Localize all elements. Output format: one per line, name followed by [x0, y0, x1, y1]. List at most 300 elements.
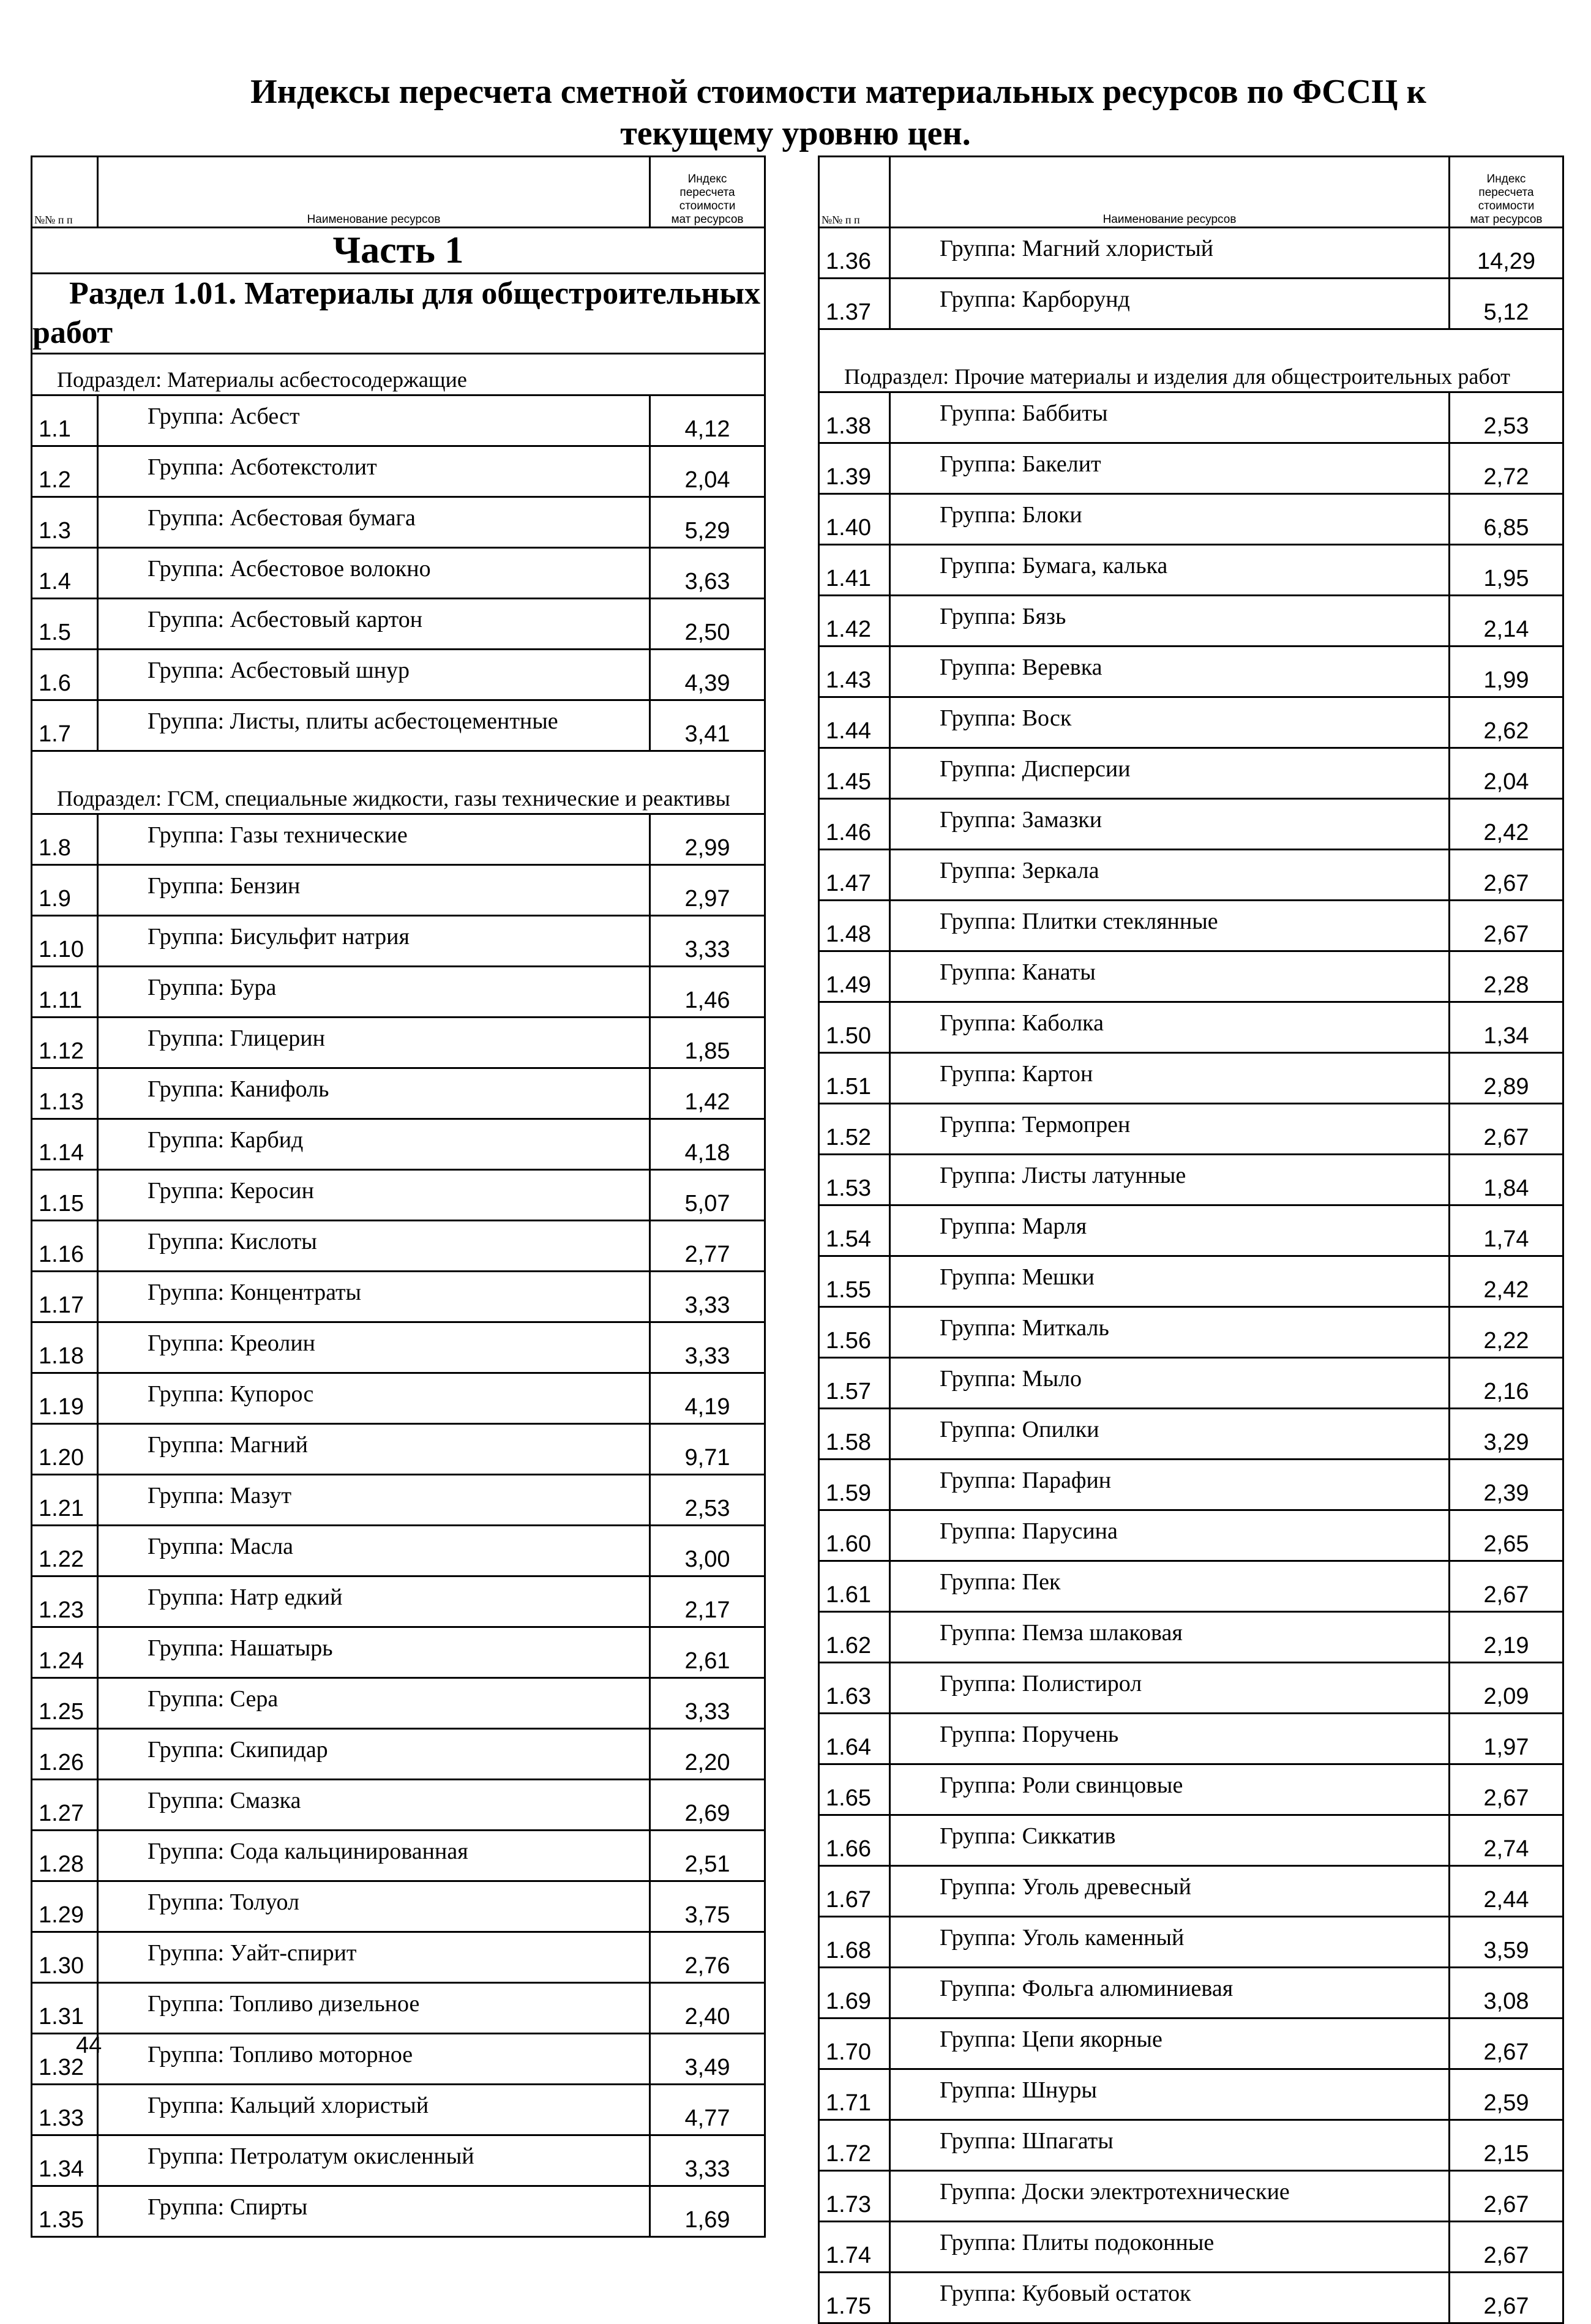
resource-name: Группа: Кислоты — [98, 1221, 650, 1272]
resource-name: Группа: Бязь — [890, 596, 1450, 647]
resource-name: Группа: Асботекстолит — [98, 446, 650, 497]
row-number: 1.21 — [32, 1475, 98, 1526]
resource-name: Группа: Веревка — [890, 647, 1450, 697]
resource-name: Группа: Картон — [890, 1053, 1450, 1104]
row-number: 1.13 — [32, 1068, 98, 1119]
table-row — [819, 1358, 1563, 1409]
resource-name: Группа: Полистирол — [890, 1663, 1450, 1714]
index-value: 2,97 — [650, 865, 765, 916]
resource-name: Группа: Парусина — [890, 1510, 1450, 1561]
row-number: 1.40 — [819, 494, 890, 545]
resource-name: Группа: Канаты — [890, 951, 1450, 1002]
table-row — [32, 1424, 765, 1475]
index-value: 2,69 — [650, 1780, 765, 1831]
resource-name: Группа: Бура — [98, 967, 650, 1018]
table-row — [32, 548, 765, 599]
page-title-line2: текущему уровню цен. — [620, 114, 971, 152]
index-value: 5,12 — [1450, 279, 1563, 329]
row-number: 1.17 — [32, 1272, 98, 1322]
table-row — [819, 2171, 1563, 2222]
resource-name: Группа: Асбестовый картон — [98, 599, 650, 650]
index-value: 2,61 — [650, 1627, 765, 1678]
resource-name: Группа: Шнуры — [890, 2069, 1450, 2120]
table-row — [819, 1155, 1563, 1205]
index-value: 3,41 — [650, 700, 765, 751]
column-header-num: №№ п п — [819, 157, 890, 228]
table-row — [32, 1983, 765, 2034]
resource-name: Группа: Толуол — [98, 1881, 650, 1932]
page-number: 44 — [76, 2033, 102, 2058]
table-row — [32, 916, 765, 967]
index-value: 1,42 — [650, 1068, 765, 1119]
table-row — [819, 2273, 1563, 2323]
table-row — [819, 1866, 1563, 1917]
table-row — [32, 1373, 765, 1424]
subsection-row — [32, 751, 765, 814]
column-header-name: Наименование ресурсов — [890, 157, 1450, 228]
index-value: 2,67 — [1450, 1104, 1563, 1155]
row-number: 1.63 — [819, 1663, 890, 1714]
resource-name: Группа: Блоки — [890, 494, 1450, 545]
part-heading-row — [32, 228, 765, 274]
table-row — [32, 2085, 765, 2135]
resource-name: Группа: Асбестовый шнур — [98, 650, 650, 700]
resource-name: Группа: Концентраты — [98, 1272, 650, 1322]
index-value: 1,84 — [1450, 1155, 1563, 1205]
row-number: 1.18 — [32, 1322, 98, 1373]
row-number: 1.50 — [819, 1002, 890, 1053]
index-value: 1,74 — [1450, 1205, 1563, 1256]
row-number: 1.47 — [819, 850, 890, 901]
index-value: 2,72 — [1450, 443, 1563, 494]
row-number: 1.33 — [32, 2085, 98, 2135]
row-number: 1.52 — [819, 1104, 890, 1155]
row-number: 1.22 — [32, 1526, 98, 1576]
resource-name: Группа: Парафин — [890, 1460, 1450, 1510]
table-row — [32, 967, 765, 1018]
row-number: 1.69 — [819, 1968, 890, 2019]
row-number: 1.70 — [819, 2019, 890, 2069]
row-number: 1.65 — [819, 1764, 890, 1815]
index-value: 3,75 — [650, 1881, 765, 1932]
resource-name: Группа: Карбид — [98, 1119, 650, 1170]
row-number: 1.58 — [819, 1409, 890, 1460]
row-number: 1.11 — [32, 967, 98, 1018]
resource-name: Группа: Бисульфит натрия — [98, 916, 650, 967]
table-row — [819, 647, 1563, 697]
table-row — [32, 1881, 765, 1932]
row-number: 1.46 — [819, 799, 890, 850]
index-value: 2,09 — [1450, 1663, 1563, 1714]
index-value: 2,16 — [1450, 1358, 1563, 1409]
table-row — [32, 2135, 765, 2186]
resource-name: Группа: Каболка — [890, 1002, 1450, 1053]
resource-name: Группа: Листы латунные — [890, 1155, 1450, 1205]
left-index-table — [31, 156, 766, 2238]
resource-name: Группа: Скипидар — [98, 1729, 650, 1780]
table-row — [819, 1409, 1563, 1460]
index-value: 2,67 — [1450, 2019, 1563, 2069]
table-row — [819, 1764, 1563, 1815]
table-row — [32, 1678, 765, 1729]
row-number: 1.44 — [819, 697, 890, 748]
table-row — [32, 1322, 765, 1373]
subsection-row — [32, 354, 765, 395]
index-value: 1,99 — [1450, 647, 1563, 697]
table-row — [32, 865, 765, 916]
row-number: 1.71 — [819, 2069, 890, 2120]
table-row — [819, 1561, 1563, 1612]
section-heading: Раздел 1.01. Материалы для общестроительных работ — [32, 274, 765, 354]
row-number: 1.64 — [819, 1714, 890, 1764]
table-row — [819, 279, 1563, 329]
table-row — [819, 1815, 1563, 1866]
resource-name: Группа: Спирты — [98, 2186, 650, 2237]
index-value: 3,33 — [650, 1272, 765, 1322]
table-row — [819, 1460, 1563, 1510]
column-header-value: Индекс пересчета стоимости мат ресурсов — [650, 157, 765, 228]
index-value: 2,42 — [1450, 799, 1563, 850]
table-row — [32, 1221, 765, 1272]
table-row — [32, 1475, 765, 1526]
row-number: 1.14 — [32, 1119, 98, 1170]
index-value: 4,19 — [650, 1373, 765, 1424]
table-row — [819, 2019, 1563, 2069]
table-row — [32, 1729, 765, 1780]
resource-name: Группа: Доски электротехнические — [890, 2171, 1450, 2222]
row-number: 1.29 — [32, 1881, 98, 1932]
resource-name: Группа: Цепи якорные — [890, 2019, 1450, 2069]
row-number: 1.20 — [32, 1424, 98, 1475]
resource-name: Группа: Пемза шлаковая — [890, 1612, 1450, 1663]
index-value: 2,17 — [650, 1576, 765, 1627]
index-value: 3,00 — [650, 1526, 765, 1576]
row-number: 1.73 — [819, 2171, 890, 2222]
index-value: 2,04 — [1450, 748, 1563, 799]
index-value: 2,53 — [1450, 392, 1563, 443]
index-value: 2,67 — [1450, 2273, 1563, 2323]
row-number: 1.6 — [32, 650, 98, 700]
resource-name: Группа: Поручень — [890, 1714, 1450, 1764]
resource-name: Группа: Баббиты — [890, 392, 1450, 443]
resource-name: Группа: Листы, плиты асбестоцементные — [98, 700, 650, 751]
page-title-line1: Индексы пересчета сметной стоимости материальных ресурсов по ФССЦ к — [250, 73, 1426, 111]
resource-name: Группа: Зеркала — [890, 850, 1450, 901]
table-header — [32, 157, 765, 228]
resource-name: Группа: Магний хлористый — [890, 228, 1450, 279]
resource-name: Группа: Опилки — [890, 1409, 1450, 1460]
table-row — [819, 545, 1563, 596]
row-number: 1.75 — [819, 2273, 890, 2323]
resource-name: Группа: Мешки — [890, 1256, 1450, 1307]
index-value: 2,28 — [1450, 951, 1563, 1002]
index-value: 2,22 — [1450, 1307, 1563, 1358]
table-row — [32, 650, 765, 700]
index-value: 2,40 — [650, 1983, 765, 2034]
row-number: 1.39 — [819, 443, 890, 494]
row-number: 1.2 — [32, 446, 98, 497]
resource-name: Группа: Замазки — [890, 799, 1450, 850]
row-number: 1.48 — [819, 901, 890, 951]
resource-name: Группа: Кальций хлористый — [98, 2085, 650, 2135]
table-row — [32, 1170, 765, 1221]
row-number: 1.23 — [32, 1576, 98, 1627]
table-row — [32, 2034, 765, 2085]
part-heading: Часть 1 — [32, 228, 765, 274]
row-number: 1.9 — [32, 865, 98, 916]
resource-name: Группа: Керосин — [98, 1170, 650, 1221]
row-number: 1.32 — [32, 2034, 98, 2085]
row-number: 1.66 — [819, 1815, 890, 1866]
table-row — [819, 228, 1563, 279]
table-header — [819, 157, 1563, 228]
table-row — [819, 850, 1563, 901]
table-row — [819, 1968, 1563, 2019]
resource-name: Группа: Фольга алюминиевая — [890, 1968, 1450, 2019]
subsection-heading: Подраздел: ГСМ, специальные жидкости, газы технические и реактивы — [32, 751, 765, 814]
resource-name: Группа: Плиты подоконные — [890, 2222, 1450, 2273]
row-number: 1.61 — [819, 1561, 890, 1612]
row-number: 1.19 — [32, 1373, 98, 1424]
row-number: 1.60 — [819, 1510, 890, 1561]
index-value: 2,74 — [1450, 1815, 1563, 1866]
index-value: 2,51 — [650, 1831, 765, 1881]
row-number: 1.10 — [32, 916, 98, 967]
index-value: 3,08 — [1450, 1968, 1563, 2019]
index-value: 3,29 — [1450, 1409, 1563, 1460]
index-value: 3,33 — [650, 916, 765, 967]
resource-name: Группа: Миткаль — [890, 1307, 1450, 1358]
index-value: 2,65 — [1450, 1510, 1563, 1561]
row-number: 1.34 — [32, 2135, 98, 2186]
row-number: 1.68 — [819, 1917, 890, 1968]
table-row — [819, 2120, 1563, 2171]
table-row — [819, 1256, 1563, 1307]
index-value: 4,12 — [650, 395, 765, 446]
index-value: 2,20 — [650, 1729, 765, 1780]
table-row — [32, 1627, 765, 1678]
resource-name: Группа: Топливо дизельное — [98, 1983, 650, 2034]
index-value: 2,67 — [1450, 850, 1563, 901]
resource-name: Группа: Пек — [890, 1561, 1450, 1612]
section-heading-row — [32, 274, 765, 354]
row-number: 1.3 — [32, 497, 98, 548]
right-index-table — [818, 156, 1564, 2324]
table-row — [32, 700, 765, 751]
resource-name: Группа: Масла — [98, 1526, 650, 1576]
table-row — [819, 2069, 1563, 2120]
index-value: 1,85 — [650, 1018, 765, 1068]
index-value: 2,67 — [1450, 2171, 1563, 2222]
row-number: 1.5 — [32, 599, 98, 650]
table-row — [32, 1932, 765, 1983]
index-value: 1,95 — [1450, 545, 1563, 596]
row-number: 1.74 — [819, 2222, 890, 2273]
table-row — [819, 901, 1563, 951]
table-row — [819, 1663, 1563, 1714]
row-number: 1.28 — [32, 1831, 98, 1881]
row-number: 1.38 — [819, 392, 890, 443]
resource-name: Группа: Бумага, калька — [890, 545, 1450, 596]
index-value: 2,67 — [1450, 1764, 1563, 1815]
index-value: 2,76 — [650, 1932, 765, 1983]
index-value: 2,89 — [1450, 1053, 1563, 1104]
table-row — [32, 395, 765, 446]
resource-name: Группа: Топливо моторное — [98, 2034, 650, 2085]
row-number: 1.16 — [32, 1221, 98, 1272]
index-value: 3,59 — [1450, 1917, 1563, 1968]
table-row — [32, 1526, 765, 1576]
index-value: 3,33 — [650, 2135, 765, 2186]
table-row — [819, 799, 1563, 850]
subsection-heading: Подраздел: Материалы асбестосодержащие — [32, 354, 765, 395]
index-value: 4,77 — [650, 2085, 765, 2135]
index-value: 2,39 — [1450, 1460, 1563, 1510]
row-number: 1.27 — [32, 1780, 98, 1831]
row-number: 1.72 — [819, 2120, 890, 2171]
resource-name: Группа: Асбестовая бумага — [98, 497, 650, 548]
index-value: 5,07 — [650, 1170, 765, 1221]
table-row — [819, 443, 1563, 494]
index-value: 3,33 — [650, 1678, 765, 1729]
index-value: 2,42 — [1450, 1256, 1563, 1307]
subsection-row — [819, 329, 1563, 392]
table-row — [819, 596, 1563, 647]
row-number: 1.37 — [819, 279, 890, 329]
table-row — [32, 497, 765, 548]
resource-name: Группа: Сера — [98, 1678, 650, 1729]
index-value: 2,67 — [1450, 2222, 1563, 2273]
row-number: 1.35 — [32, 2186, 98, 2237]
table-row — [32, 599, 765, 650]
resource-name: Группа: Бензин — [98, 865, 650, 916]
index-value: 6,85 — [1450, 494, 1563, 545]
index-value: 1,46 — [650, 967, 765, 1018]
row-number: 1.43 — [819, 647, 890, 697]
table-row — [819, 1002, 1563, 1053]
table-row — [32, 2186, 765, 2237]
resource-name: Группа: Глицерин — [98, 1018, 650, 1068]
index-value: 2,62 — [1450, 697, 1563, 748]
row-number: 1.57 — [819, 1358, 890, 1409]
index-value: 1,97 — [1450, 1714, 1563, 1764]
index-value: 2,77 — [650, 1221, 765, 1272]
row-number: 1.1 — [32, 395, 98, 446]
resource-name: Группа: Плитки стеклянные — [890, 901, 1450, 951]
row-number: 1.4 — [32, 548, 98, 599]
resource-name: Группа: Натр едкий — [98, 1576, 650, 1627]
index-value: 2,67 — [1450, 901, 1563, 951]
resource-name: Группа: Нашатырь — [98, 1627, 650, 1678]
resource-name: Группа: Воск — [890, 697, 1450, 748]
resource-name: Группа: Уголь древесный — [890, 1866, 1450, 1917]
row-number: 1.41 — [819, 545, 890, 596]
resource-name: Группа: Дисперсии — [890, 748, 1450, 799]
index-value: 5,29 — [650, 497, 765, 548]
index-value: 2,67 — [1450, 1561, 1563, 1612]
row-number: 1.36 — [819, 228, 890, 279]
resource-name: Группа: Кубовый остаток — [890, 2273, 1450, 2323]
resource-name: Группа: Бакелит — [890, 443, 1450, 494]
row-number: 1.25 — [32, 1678, 98, 1729]
table-row — [32, 1018, 765, 1068]
resource-name: Группа: Сиккатив — [890, 1815, 1450, 1866]
index-value: 3,33 — [650, 1322, 765, 1373]
row-number: 1.8 — [32, 814, 98, 865]
row-number: 1.42 — [819, 596, 890, 647]
row-number: 1.7 — [32, 700, 98, 751]
row-number: 1.49 — [819, 951, 890, 1002]
index-value: 2,14 — [1450, 596, 1563, 647]
resource-name: Группа: Петролатум окисленный — [98, 2135, 650, 2186]
index-value: 14,29 — [1450, 228, 1563, 279]
table-row — [819, 1917, 1563, 1968]
index-value: 2,99 — [650, 814, 765, 865]
row-number: 1.45 — [819, 748, 890, 799]
column-header-name: Наименование ресурсов — [98, 157, 650, 228]
index-value: 2,50 — [650, 599, 765, 650]
resource-name: Группа: Уголь каменный — [890, 1917, 1450, 1968]
resource-name: Группа: Смазка — [98, 1780, 650, 1831]
table-row — [32, 1119, 765, 1170]
resource-name: Группа: Канифоль — [98, 1068, 650, 1119]
resource-name: Группа: Магний — [98, 1424, 650, 1475]
table-row — [819, 951, 1563, 1002]
index-value: 2,15 — [1450, 2120, 1563, 2171]
table-row — [819, 392, 1563, 443]
row-number: 1.26 — [32, 1729, 98, 1780]
row-number: 1.12 — [32, 1018, 98, 1068]
resource-name: Группа: Роли свинцовые — [890, 1764, 1450, 1815]
table-row — [819, 1053, 1563, 1104]
table-row — [32, 1272, 765, 1322]
resource-name: Группа: Марля — [890, 1205, 1450, 1256]
resource-name: Группа: Мыло — [890, 1358, 1450, 1409]
row-number: 1.54 — [819, 1205, 890, 1256]
table-row — [819, 1104, 1563, 1155]
resource-name: Группа: Карборунд — [890, 279, 1450, 329]
table-row — [819, 1307, 1563, 1358]
column-header-num: №№ п п — [32, 157, 98, 228]
index-value: 3,49 — [650, 2034, 765, 2085]
table-row — [819, 2222, 1563, 2273]
table-row — [32, 1068, 765, 1119]
row-number: 1.56 — [819, 1307, 890, 1358]
resource-name: Группа: Креолин — [98, 1322, 650, 1373]
row-number: 1.55 — [819, 1256, 890, 1307]
index-value: 3,63 — [650, 548, 765, 599]
index-value: 2,19 — [1450, 1612, 1563, 1663]
resource-name: Группа: Асбест — [98, 395, 650, 446]
index-value: 1,34 — [1450, 1002, 1563, 1053]
index-value: 9,71 — [650, 1424, 765, 1475]
resource-name: Группа: Мазут — [98, 1475, 650, 1526]
resource-name: Группа: Шпагаты — [890, 2120, 1450, 2171]
row-number: 1.67 — [819, 1866, 890, 1917]
index-value: 2,53 — [650, 1475, 765, 1526]
resource-name: Группа: Купорос — [98, 1373, 650, 1424]
table-row — [819, 1510, 1563, 1561]
index-value: 4,18 — [650, 1119, 765, 1170]
row-number: 1.15 — [32, 1170, 98, 1221]
table-row — [32, 1576, 765, 1627]
row-number: 1.62 — [819, 1612, 890, 1663]
row-number: 1.31 — [32, 1983, 98, 2034]
table-row — [32, 1780, 765, 1831]
resource-name: Группа: Сода кальцинированная — [98, 1831, 650, 1881]
resource-name: Группа: Газы технические — [98, 814, 650, 865]
table-row — [32, 446, 765, 497]
